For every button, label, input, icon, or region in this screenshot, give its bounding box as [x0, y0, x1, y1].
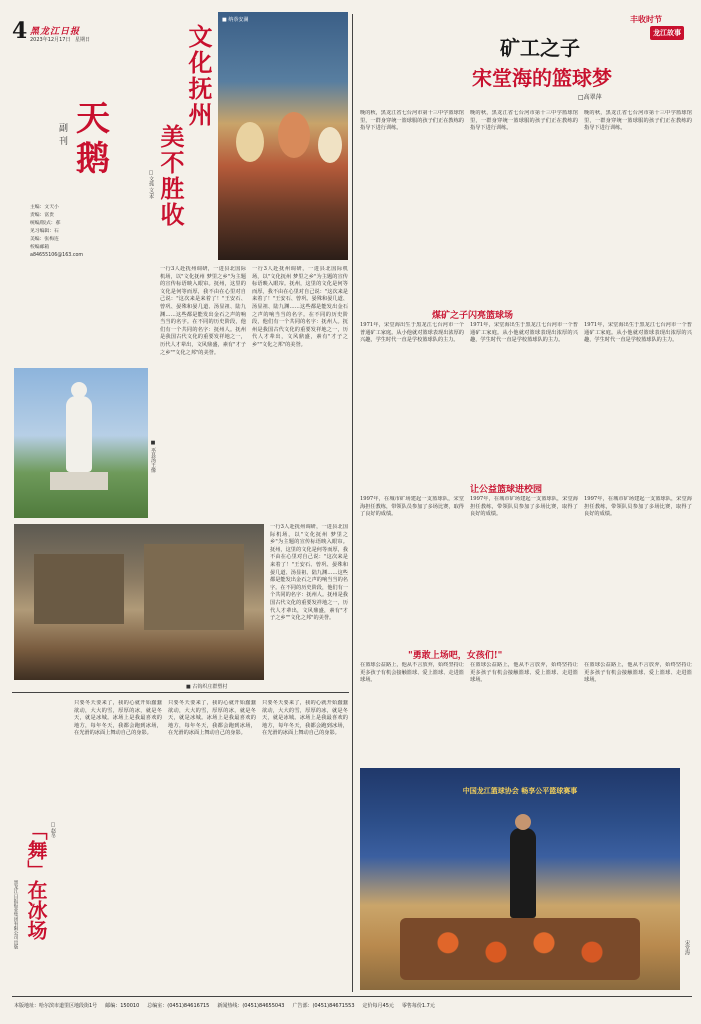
publisher-credit: 黑龙江日报报业集团有限公司出版 [13, 880, 18, 949]
right-body-col3: 晚的秋，黑龙江省七台河市第十三中学篮球馆里，一群身穿统一篮球服的孩子们正在教练的指导下进行训练。 [584, 110, 692, 132]
right-brand [630, 14, 692, 50]
date-text: 2023年12月17日 [30, 37, 71, 43]
mask-shape [278, 112, 310, 158]
statue-caption: ■ 巫县汤王像 [150, 440, 156, 473]
mask-shape [236, 122, 264, 162]
footer [14, 1002, 694, 1009]
right-byline: □高翠萍 [578, 94, 602, 101]
opera-masks-photo [218, 12, 348, 260]
building-shape [34, 554, 124, 624]
statue-body [66, 396, 92, 472]
coach-figure [510, 828, 536, 918]
subhead-1: 煤矿之子闪亮篮球场 [432, 311, 514, 321]
right-body-col6: 1971年，宋堂海出生于黑龙江七台河市一个普通矿工家庭。从小他就对篮球表现出浓厚的兴趣，学生时代一直是学校篮球队的主力。 [584, 322, 692, 344]
coach-head [515, 814, 531, 830]
divider [12, 692, 349, 693]
footer-price: 定价每月45元 [362, 1003, 394, 1009]
subhead-2: 让公益篮球进校园 [470, 485, 543, 495]
issue-date [30, 36, 90, 43]
village-caption: ■ 古钩织庄群塑村 [186, 684, 228, 690]
right-body-col4: 1971年，宋堂海出生于黑龙江七台河市一个普通矿工家庭。从小他就对篮球表现出浓厚的兴趣，学生时代一直是学校篮球队的主力。 [360, 322, 464, 344]
bottom-left-headline: 「舞」在冰场 [24, 820, 48, 940]
banner-text: 中国龙江篮球协会 畅享公平篮球赛事 [462, 787, 578, 795]
left-headline-line1: 文化抚州 [184, 24, 213, 128]
right-headline-2: 宋堂海的篮球梦 [472, 66, 612, 90]
basketball-caption: 宋堂海 [684, 940, 690, 955]
subhead-3: "勇敢上场吧，女孩们!" [408, 651, 503, 661]
building-shape [144, 544, 244, 630]
page-number: 4 [12, 18, 28, 44]
right-body-col7: 1997年，在城市矿场建起一支篮球队，宋堂海担任教练，带领队员参加了多场比赛，取得了良好的成绩。 [360, 496, 464, 518]
right-body-col5: 1971年，宋堂海出生于黑龙江七台河市一个普通矿工家庭。从小他就对篮球表现出浓厚的兴趣，学生时代一直是学校篮球队的主力。 [470, 322, 578, 344]
basketballs-pile [400, 918, 640, 980]
left-story-body-col1: 一行3人赴抚州调研，一进县北国际机场，以"文化抚州 梦里之乡"为主题的宣传标语映入眼帘。抚州，这里的文化是何等而厚，我不由在心里对自己说："这次来是来着了！"王安石、曾巩、晏殊和晏几道、汤显祖、陆九渊……这些都是能发出金石之声的响当当的名字。在不同的历史阶段，他们有一个共同的名字：抚州人。抚州是我国古代文化的重要发祥地之一，历代人才辈出，文风鼎盛，素有"才子之乡""文化之邦"的美誉。 [160, 266, 246, 356]
center-divider [352, 14, 353, 992]
editor-line: 见习编辑：石 [30, 229, 59, 234]
basketball-photo [360, 768, 680, 990]
weekday-text: 星期日 [75, 37, 91, 43]
bottom-left-body-col1: 只要冬天要来了，我的心就开始蠢蠢欲动，大大的雪，厚厚的冰，就是冬天，就是冰城。冰场上是我最喜欢的地方，每年冬天，我都会跑到冰场，在光滑的冰面上舞动自己的身影。 [74, 700, 162, 737]
right-headline-1: 矿工之子 [500, 36, 580, 60]
right-body-col9: 1997年，在城市矿场建起一支篮球队，宋堂海担任教练，带领队员参加了多场比赛，取得了良好的成绩。 [584, 496, 692, 518]
editor-line: 校编邮箱 [30, 245, 50, 250]
brand-badge: 龙江故事 [650, 26, 684, 40]
editor-line: 统编/版式：郝 [30, 221, 61, 226]
statue-base [50, 472, 108, 490]
editor-line: 责编：富贵 [30, 213, 54, 218]
editor-email: a84655106@163.com [30, 253, 84, 258]
bottom-left-body-col3: 只要冬天要来了，我的心就开始蠢蠢欲动，大大的雪，厚厚的冰，就是冬天，就是冰城。冰场上是我最喜欢的地方，每年冬天，我都会跑到冰场，在光滑的冰面上舞动自己的身影。 [262, 700, 348, 737]
right-body-col1: 晚的秋，黑龙江省七台河市第十三中学篮球馆里，一群身穿统一篮球服的孩子们正在教练的指导下进行训练。 [360, 110, 464, 132]
right-body-col11: 在篮球公益路上，他从不言放弃，始终坚持让更多孩子有机会接触篮球、爱上篮球、走进篮球场。 [470, 662, 578, 684]
footer-rule [12, 996, 692, 997]
right-body-col12: 在篮球公益路上，他从不言放弃，始终坚持让更多孩子有机会接触篮球、爱上篮球、走进篮球场。 [584, 662, 692, 684]
right-body-col2: 晚的秋，黑龙江省七台河市第十三中学篮球馆里，一群身穿统一篮球服的孩子们正在教练的指导下进行训练。 [470, 110, 578, 132]
supplement-type: 副刊 [57, 123, 67, 149]
editors-list [30, 204, 130, 260]
left-byline: □文孤 文/本 [148, 170, 154, 200]
left-story-body-col3: 一行3人赴抚州调研，一进县北国际机场，以"文化抚州 梦里之乡"为主题的宣传标语映入眼帘。抚州，这里的文化是何等而厚，我不由在心里对自己说："这次来是来着了！"王安石、曾巩、晏殊和晏几道、汤显祖、陆九渊……这些都是能发出金石之声的响当当的名字。在不同的历史阶段，他们有一个共同的名字：抚州人。抚州是我国古代文化的重要发祥地之一，历代人才辈出，文风鼎盛，素有"才子之乡""文化之邦"的美誉。 [270, 524, 348, 622]
photo-caption: ■ 纳萘安澜 [222, 17, 249, 23]
mask-shape [318, 127, 342, 163]
statue-head [71, 382, 87, 398]
footer-ad: 广告部：(0451)84671553 [292, 1003, 355, 1009]
bottom-left-byline: □赵冬 [50, 822, 56, 838]
editor-line: 美编：张梅连 [30, 237, 59, 242]
footer-address: 本版地址：哈尔滨市道里区地段街1号 [14, 1003, 98, 1009]
supplement-logo [52, 95, 162, 195]
bottom-left-body-col2: 只要冬天要来了，我的心就开始蠢蠢欲动，大大的雪，厚厚的冰，就是冬天，就是冰城。冰场上是我最喜欢的地方，每年冬天，我都会跑到冰场，在光滑的冰面上舞动自己的身影。 [168, 700, 256, 737]
editor-line: 主编：文天小 [30, 205, 59, 210]
footer-editorial: 总编室：(0451)84616715 [147, 1003, 210, 1009]
footer-zip: 邮编：150010 [105, 1003, 140, 1009]
right-body-col10: 在篮球公益路上，他从不言放弃，始终坚持让更多孩子有机会接触篮球、爱上篮球、走进篮球场。 [360, 662, 464, 684]
supplement-name: 天鹅 [76, 99, 110, 179]
footer-retail: 零售每份1.7元 [401, 1003, 435, 1009]
village-photo [14, 524, 264, 680]
statue-photo [14, 368, 148, 518]
brand-small: 丰收时节 [630, 14, 662, 24]
left-story-body-col2: 一行3人赴抚州调研，一进县北国际机场，以"文化抚州 梦里之乡"为主题的宣传标语映入眼帘。抚州，这里的文化是何等而厚，我不由在心里对自己说："这次来是来着了！"王安石、曾巩、晏殊和晏几道、汤显祖、陆九渊……这些都是能发出金石之声的响当当的名字。在不同的历史阶段，他们有一个共同的名字：抚州人。抚州是我国古代文化的重要发祥地之一，历代人才辈出，文风鼎盛，素有"才子之乡""文化之邦"的美誉。 [252, 266, 348, 348]
left-headline-line2: 美不胜收 [156, 124, 185, 228]
footer-news: 新闻热线：(0451)84655043 [217, 1003, 285, 1009]
right-body-col8: 1997年，在城市矿场建起一支篮球队，宋堂海担任教练，带领队员参加了多场比赛，取得了良好的成绩。 [470, 496, 578, 518]
paper-name: 黑龙江日报 [30, 27, 81, 37]
